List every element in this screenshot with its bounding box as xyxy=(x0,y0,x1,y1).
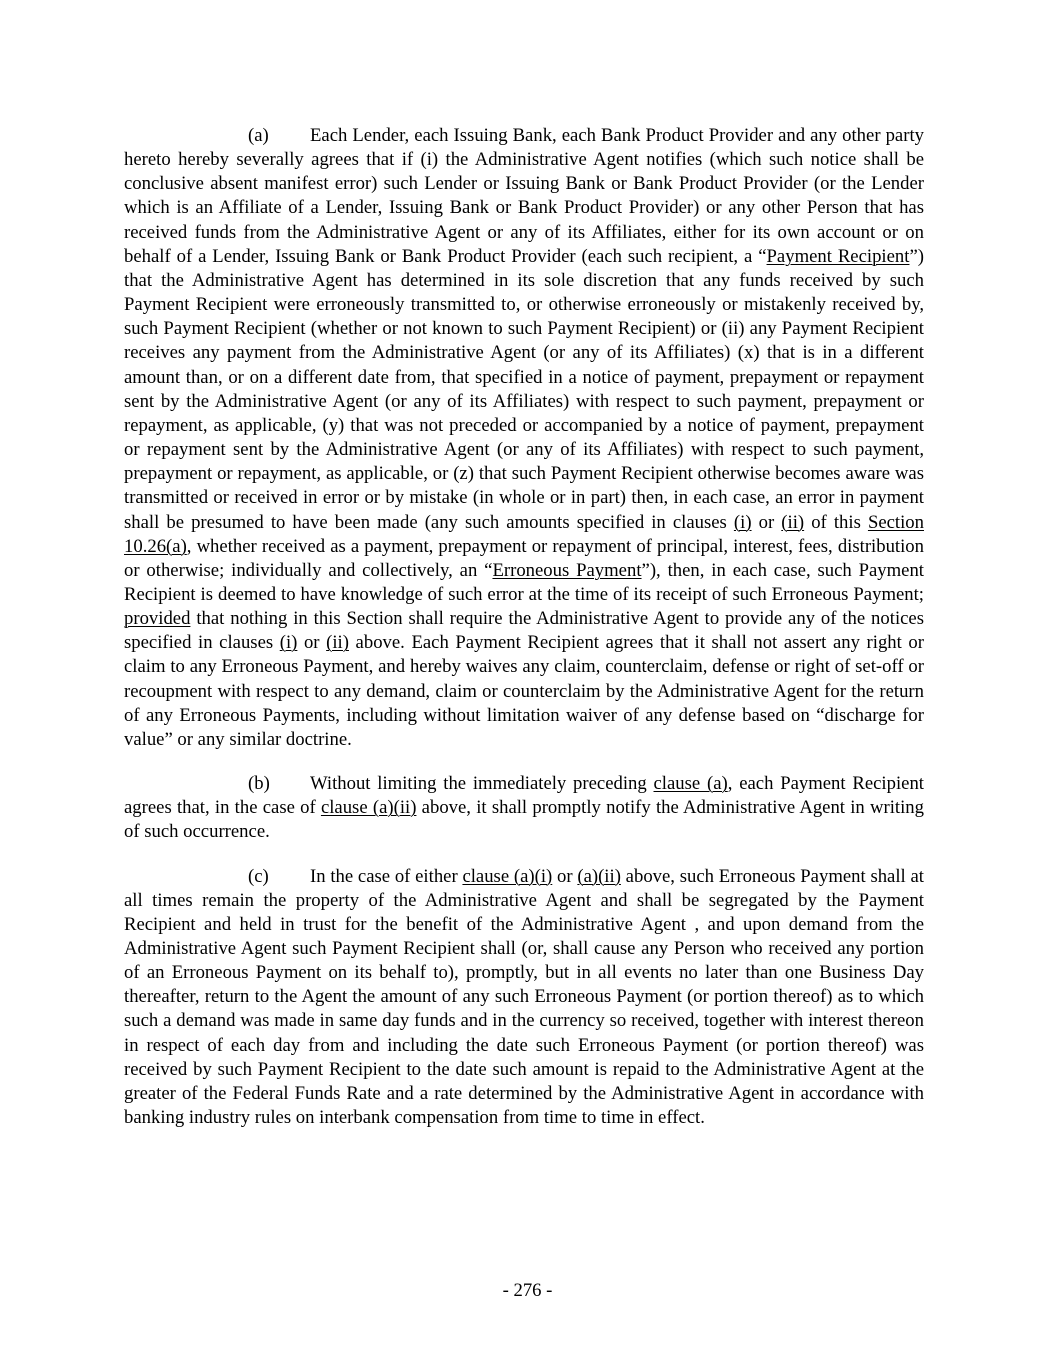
paragraph-a-label: (a) xyxy=(248,125,269,146)
clause-reference: (i) xyxy=(733,511,752,533)
page-number: - 276 - xyxy=(502,1280,553,1301)
section-reference: Section 10.26(a) xyxy=(124,511,924,557)
paragraph-c-label: (c) xyxy=(248,865,269,887)
text: above, it shall promptly notify the Administrative Agent in writing of such occurrence. xyxy=(124,797,924,843)
provided-term: provided xyxy=(124,608,191,630)
text: Each Lender, each Issuing Bank, each Bank Product Provider and any other party hereto hereby severally agrees that if (i) the Administrative Agent notifies (which such notice shall be conclusive absent manifest error) such Lender or Issuing Bank or Bank Product Provider (or the Lender which is an Affiliate of a Lender, Issuing Bank or Bank Product Provider) or any other Person that has received funds from the Administrative Agent or any of its Affiliates, either for its own account or on behalf of a Lender, Issuing Bank or Bank Product Provider (each such recipient, a “ xyxy=(124,125,924,267)
paragraph-c xyxy=(124,865,924,1131)
paragraph-b-label: (b) xyxy=(248,773,270,795)
text: , whether received as a payment, prepayment or repayment of principal, interest, fees, distribution or otherwise; individually and collectively, an “ xyxy=(124,535,924,581)
text: ”) that the Administrative Agent has determined in its sole discretion that any funds received by such Payment Recipient were erroneously transmitted to, or otherwise erroneously or mistakenly received by, such Payment Recipient (whether or not known to such Payment Recipient) or (ii) any Payment Recipient receives any payment from the Administrative Agent (or any of its Affiliates) (x) that is in a different amount than, or on a different date from, that specified in a notice of payment, prepayment or repayment sent by the Administrative Agent (or any of its Affiliates) with respect to such payment, prepayment or repayment, as applicable, (y) that was not preceded or accompanied by a notice of payment, prepayment or repayment sent by the Administrative Agent (or any of its Affiliates) with respect to such payment, prepayment or repayment, as applicable, or (z) that such Payment Recipient otherwise becomes aware was transmitted or received in error or by mistake (in whole or in part) then, in each case, an error in payment shall be presumed to have been made (any such amounts specified in clauses xyxy=(124,245,924,533)
paragraph-a xyxy=(124,124,924,752)
paragraph-b xyxy=(124,772,924,844)
text: Without limiting the immediately preceding xyxy=(310,773,654,795)
clause-reference: clause (a)(i) xyxy=(462,865,553,887)
defined-term-payment-recipient: Payment Recipient xyxy=(766,245,910,267)
text: , each Payment Recipient agrees that, in the case of xyxy=(124,773,924,819)
clause-reference: clause (a)(ii) xyxy=(320,797,417,819)
text: ”), then, in each case, such Payment Recipient is deemed to have knowledge of such error at the time of its receipt of such Erroneous Payment; xyxy=(124,559,924,605)
text: above, such Erroneous Payment shall at all times remain the property of the Administrative Agent and shall be segregated by the Payment Recipient and held in trust for the benefit of the Administrative Agent , and upon demand from the Administrative Agent such Payment Recipient shall (or, shall cause any Person who received any portion of an Erroneous Payment on its behalf to), promptly, but in all events no later than one Business Day thereafter, return to the Agent the amount of any such Erroneous Payment (or portion thereof) as to which such a demand was made in same day funds and in the currency so received, together with interest thereon in respect of each day from and including the date such Erroneous Payment (or portion thereof) was received by such Payment Recipient to the date such amount is repaid to the Administrative Agent at the greater of the Federal Funds Rate and a rate determined by the Administrative Agent in accordance with banking industry rules on interbank compensation from time to time in effect. xyxy=(124,865,924,1129)
clause-reference: (ii) xyxy=(326,632,349,654)
text: or xyxy=(297,632,327,654)
document-body xyxy=(124,124,924,1130)
clause-reference: (i) xyxy=(279,632,298,654)
clause-reference: (ii) xyxy=(781,511,805,533)
text: above. Each Payment Recipient agrees that it shall not assert any right or claim to any Erroneous Payment, and hereby waives any claim, counterclaim, defense or right of set-off or recoupment with respect to any demand, claim or counterclaim by the Administrative Agent for the return of any Erroneous Payments, including without limitation waiver of any defense based on “discharge for value” or any similar doctrine. xyxy=(124,632,924,750)
defined-term-erroneous-payment: Erroneous Payment xyxy=(492,559,642,581)
text: or xyxy=(751,511,782,533)
text: that nothing in this Section shall require the Administrative Agent to provide any of the notices specified in clauses xyxy=(124,608,924,654)
text: or xyxy=(552,865,578,887)
clause-reference: clause (a) xyxy=(653,773,728,795)
clause-reference: (a)(ii) xyxy=(577,865,621,887)
text: of this xyxy=(804,511,868,533)
text: In the case of either xyxy=(310,865,463,887)
